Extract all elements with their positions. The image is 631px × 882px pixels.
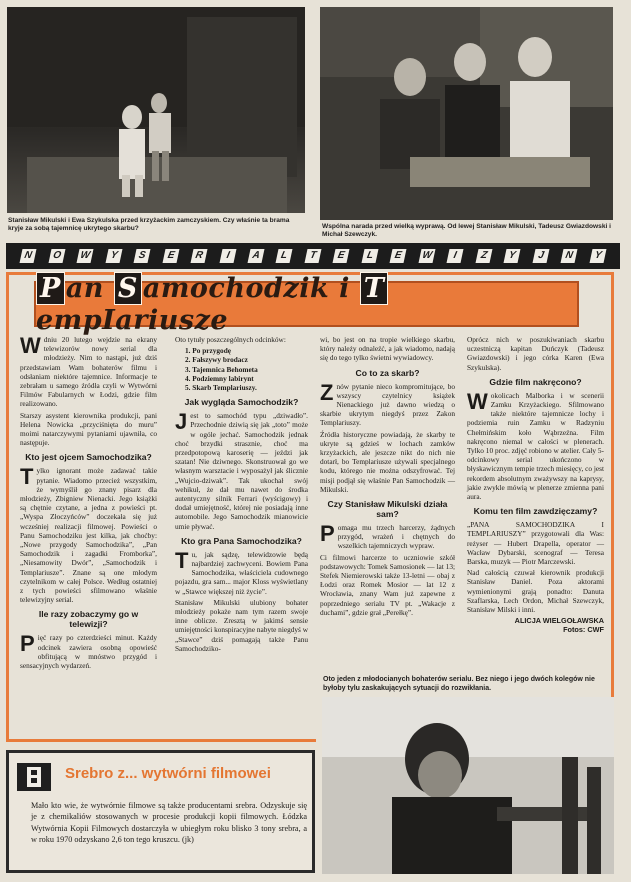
- film-reel-icon: [17, 763, 51, 791]
- caption-left: Stanisław Mikulski i Ewa Szykulska przed krzyżackim zamczyskiem. Czy właśnie ta brama kryje za sobą tajemnicę ukrytego skarbu?: [8, 217, 290, 232]
- episode-item: 1. Po przygodę: [185, 346, 232, 356]
- headline-box: [34, 273, 579, 336]
- subheading: Jak wygląda Samochodzik?: [184, 397, 299, 408]
- episode-item: 5. Skarb Templariuszy.: [185, 383, 257, 393]
- orange-rule-bottom: [6, 739, 316, 742]
- column-1: [20, 335, 157, 672]
- sidebar-text: Mało kto wie, że wytwórnie filmowe są także producentami srebra. Odzyskuje się je z chemikaliów stosowanych w procesie produkcji kopii filmowych. Łódzka Wytwórnia Kopii Filmowych dostarczyła w ubiegłym roku blisko 3 tony srebra, a w roku 1970 odzyskano 2,6 ton tego kruszcu. (jk): [31, 801, 307, 845]
- author-signature: ALICJA WIELGOŁAWSKA: [514, 616, 604, 626]
- column-4: [467, 335, 604, 635]
- banner-letter: N: [561, 249, 578, 263]
- banner-letter: O: [48, 249, 65, 263]
- paragraph: Tu, jak sądzę, telewidzowie będą najbardziej zachwyceni. Bowiem Pana Samochodzika, właściciela cudownego pojazdu, gra sam... major Kloss wyświetlany w „Stawce większej niż życie”.: [175, 547, 308, 596]
- photo-group-meeting: [320, 7, 613, 220]
- series-banner: [6, 243, 620, 269]
- episode-item: 4. Podziemny labirynt: [185, 373, 254, 383]
- banner-letter: E: [390, 249, 407, 263]
- banner-letter: E: [333, 249, 350, 263]
- photo-young-hero: [322, 697, 614, 874]
- orange-rule-left: [6, 272, 9, 742]
- paragraph: Źródła historyczne powiadają, że skarby te ukryte są gdzieś w lochach zamków krzyżackich, ale jeszcze nikt do nich nie dotarł, bo Templariusze używali specjalnego kodu, którego nie można odszyfrować. Tej misji podjął się właśnie Pan Samochodzik — Mikulski.: [320, 429, 455, 494]
- banner-letter: L: [361, 249, 378, 263]
- subheading: Komu ten film zawdzięczamy?: [473, 506, 598, 517]
- paragraph: Pomaga mu trzech harcerzy, żądnych przygód, wrażeń i chętnych do wszelkich tajemniczych wypraw.: [320, 521, 455, 551]
- episode-item: 3. Tajemnica Behometa: [185, 364, 258, 374]
- caption-bottom: Oto jeden z młodocianych bohaterów serialu. Bez niego i jego dwóch kolegów nie byłoby tylu zaskakujących sytuacji do rozwikłania.: [323, 676, 595, 692]
- column-3: [320, 335, 455, 619]
- subheading: Czy Stanisław Mikulski działa sam?: [327, 499, 448, 520]
- paragraph: Starszy asystent kierownika produkcji, pani Helena Nowicka „przyciśnięta do muru” moimi natarczywymi pytaniami ujawniła, co następuje.: [20, 410, 157, 448]
- banner-letter: N: [20, 249, 37, 263]
- episode-list: [185, 346, 308, 392]
- banner-letter: I: [219, 249, 236, 263]
- banner-letter: Y: [589, 249, 606, 263]
- paragraph: Oprócz nich w poszukiwaniach skarbu uczestniczą kapitan Duńczyk (Tadeusz Gwiazdowski) i jego córka Karen (Ewa Szykulska).: [467, 335, 604, 372]
- column-2: [175, 335, 308, 655]
- lead-paragraph: Wdniu 20 lutego wejdzie na ekrany telewizorów nowy serial dla młodzieży. Nim to nastąpi, już dziś przedstawiam Wam bohaterów filmu i odsłaniam niektóre tajemnice. Informacje te zebrałam u samego źródła czyli w Wytwórni Filmów Fabularnych w Łodzi, gdzie film realizowano.: [20, 333, 157, 409]
- caption-right: Wspólna narada przed wielką wyprawą. Od lewej Stanisław Mikulski, Tadeusz Gwiazdowski i Michał Szewczyk.: [322, 223, 611, 238]
- subheading: Co to za skarb?: [355, 367, 420, 378]
- banner-letter: T: [304, 249, 321, 263]
- headline: P an S amochodzik i TempIariusze: [36, 272, 577, 336]
- banner-letter: S: [134, 249, 151, 263]
- paragraph: wi, bo jest on na tropie wielkiego skarbu, który należy odnaleźć, a jak wiadomo, nadają się do tego tylko świetni wywiadowcy.: [320, 335, 455, 363]
- banner-letter: J: [532, 249, 549, 263]
- orange-rule-right: [611, 272, 614, 740]
- banner-letter: W: [418, 249, 435, 263]
- banner-letter: W: [77, 249, 94, 263]
- photo-castle-gate: [7, 7, 305, 213]
- sidebar-title: Srebro z... wytwórni filmowei: [65, 765, 271, 782]
- subheading: Kto gra Pana Samochodzika?: [181, 535, 302, 546]
- banner-letter: L: [276, 249, 293, 263]
- banner-letter: E: [162, 249, 179, 263]
- episode-item: 2. Fałszywy brodacz: [185, 355, 248, 365]
- subheading: Ile razy zobaczymy go w telewizji?: [38, 609, 139, 630]
- paragraph: Znów pytanie nieco kompromitujące, bo wszyscy czytelnicy książek Nienackiego już dawno wiedzą o skarbie ukrytym niegdyś przez Zakon Templariuszy.: [320, 379, 455, 428]
- paragraph: Tylko ignorant może zadawać takie pytanie. Wiadomo przecież wszystkim, że wymyślił go znany pisarz dla młodzieży, Zbigniew Nienacki. Jego książki są chętnie czytane, a jedna z powieści pt. „Wyspa Złoczyńców” doczekała się już wcześniej realizacji filmowej. Powieści o Panu Samochodziku jest kilka, jak choćby: „Nowe przygody Samochodzika”, „Pan Samochodzik i zagadki Fromborka”, „Niesamowity Dwór”, „Samochodzik i Templariusze”. Znane są one młodym czytelnikom w całej Polsce. Według ostatniej z tych powieści sfilmowano właśnie telewizyjny serial.: [20, 464, 157, 605]
- banner-letter: Y: [105, 249, 122, 263]
- paragraph: Stanisław Mikulski ulubiony bohater młodzieży pokaże nam tym razem swoje inne oblicze. Zresztą w jakimś sensie umiejętności konspiracyjne nabyte niegdyś w „Stawce” dziś pomagają także Panu Samochodziko-: [175, 597, 308, 653]
- paragraph: Pięć razy po czterdzieści minut. Każdy odcinek zawiera osobną opowieść obfitującą w mnóstwo przygód i sensacyjnych wydarzeń.: [20, 631, 157, 671]
- paragraph: „PANA SAMOCHODZIKA I TEMPLARIUSZY” przygotowali dla Was: reżyser — Hubert Drapella, operator — Wacław Dybarski, scenograf — Teresa Barska, muzyk — Piotr Marczewski.: [467, 520, 604, 567]
- paragraph: Oto tytuły poszczególnych odcinków:: [175, 335, 286, 344]
- banner-letter: R: [191, 249, 208, 263]
- paragraph: Nad całością czuwał kierownik produkcji Stanisław Daniel. Poza aktorami wymienionymi grają ponadto: Danuta Szaflarska, Lech Ordon, Michał Szewczyk, Stanisław Milski i inni.: [467, 568, 604, 615]
- paragraph: Jest to samochód typu „dziwadło”. Przechodnie dziwią się jak „toto” może w ogóle jechać. Samochodzik jednak choć brzydki strasznie, choć ma przedpotopową karoserię — jeździ jak szatan! Nie dziwnego. Skonstruował go we własnym warsztacie i wyposażył jak ślicznie „Wujcio-dziwak”. Tak ukochał swój wehikuł, że dał mu nawet do środka autentyczny silnik Ferrari (wyścigowy) i dodał umiejętność, której nie posiadają inne automobile. Jego Samochodzik mianowicie umie pływać.: [175, 409, 308, 531]
- sidebar-box: [6, 750, 315, 873]
- photo-credit: Fotos: CWF: [563, 625, 604, 635]
- banner-letter: I: [447, 249, 464, 263]
- paragraph: Wokolicach Malborka i w scenerii Zamku Krzyżackiego. Sfilmowano także niektóre tajemnicze lochy i podziemia ruin Zamku w Radzyniu Chełmińskim koło Wąbrzeźna. Film nakręcono niemal w całości w plenerach. Tylko 10 proc. zdjęć robiono w atelier. Cały 5-odcinkowy serial ukończono w błyskawicznym tempie trzech miesięcy, co jest rekordem absolutnym zważywszy na kaprysy, jakie zwykle mówią w plenerze zmienna pani aura.: [467, 388, 604, 502]
- banner-letter: Y: [504, 249, 521, 263]
- subheading: Kto jest ojcem Samochodzika?: [25, 452, 152, 463]
- paragraph: Ci filmowi harcerze to uczniowie szkół podstawowych: Tomek Samosionek — lat 13; Stefek Niemierowski także 13-letni — obaj z Łodzi oraz Romek Mosior — lat 12 z Wrocławia, znany Wam już zapewne z poprzedniego serialu TV pt. „Wakacje z duchami”, gdzie grał „Perełkę”.: [320, 552, 455, 617]
- banner-letter: Z: [475, 249, 492, 263]
- subheading: Gdzie film nakręcono?: [489, 376, 582, 387]
- banner-letter: A: [247, 249, 264, 263]
